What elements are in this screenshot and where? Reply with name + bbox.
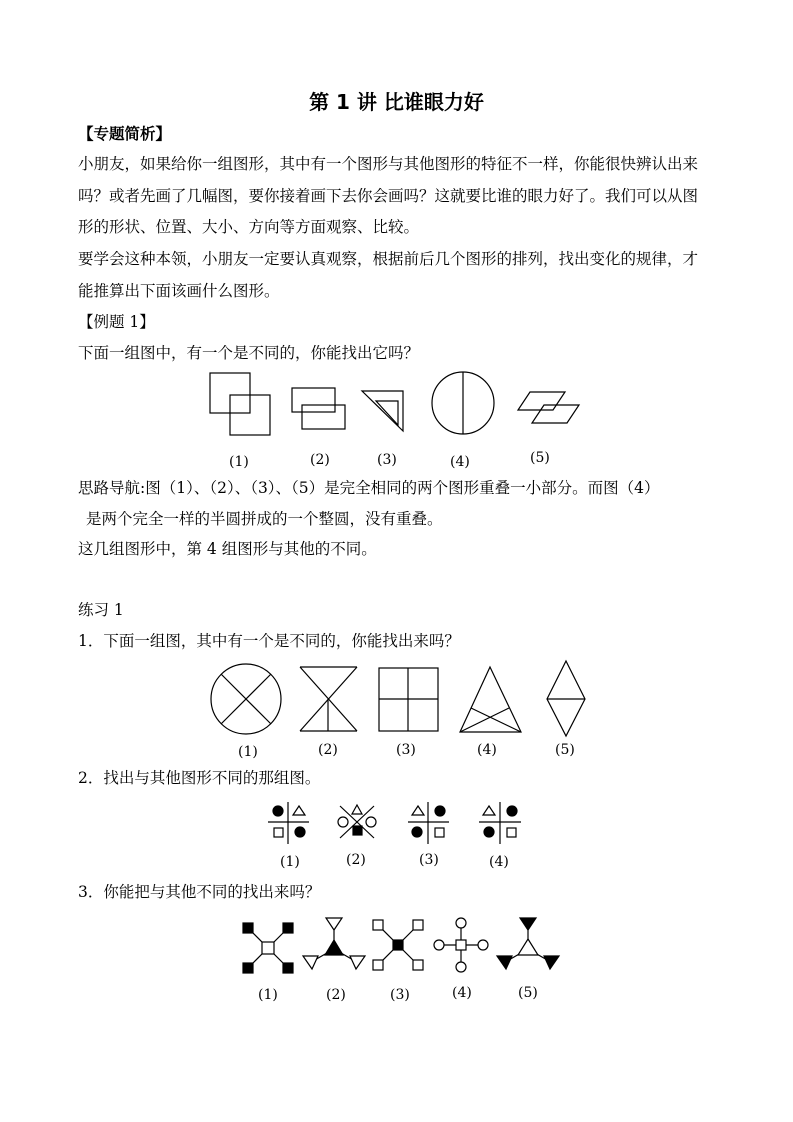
q3-fig-2 bbox=[303, 918, 365, 969]
ex1-label-3: (3) bbox=[377, 452, 397, 468]
q2-label-2: (2) bbox=[346, 852, 366, 868]
q3-label-3: (3) bbox=[390, 987, 410, 1003]
q2-fig-4 bbox=[479, 802, 521, 844]
q2-fig-1 bbox=[268, 802, 309, 844]
q1-fig-5 bbox=[547, 661, 585, 736]
q1-fig-3 bbox=[379, 668, 438, 731]
ex1-fig-5 bbox=[518, 392, 579, 423]
q3-fig-5 bbox=[497, 918, 559, 969]
q2-label-4: (4) bbox=[489, 854, 509, 870]
intro-heading: 【专题简析】 bbox=[78, 124, 172, 143]
q3-fig-1 bbox=[243, 923, 293, 973]
q1-label-5: (5) bbox=[555, 742, 575, 758]
page-title: 第 1 讲 比谁眼力好 bbox=[309, 90, 484, 114]
intro-line-1: 小朋友，如果给你一组图形，其中有一个图形与其他图形的特征不一样，你能很快辨认出来 bbox=[78, 155, 699, 173]
ex1-fig-2 bbox=[292, 388, 345, 429]
q3-fig-4 bbox=[434, 918, 488, 972]
intro-line-4: 要学会这种本领，小朋友一定要认真观察，根据前后几个图形的排列，找出变化的规律，才 bbox=[78, 250, 699, 268]
q3-fig-3 bbox=[373, 920, 423, 970]
ex1-label-5: (5) bbox=[530, 450, 550, 466]
example1-analysis-1: 思路导航:图（1）、（2）、（3）、（5）是完全相同的两个图形重叠一小部分。而图（4） bbox=[78, 479, 660, 497]
q2-label-3: (3) bbox=[419, 852, 439, 868]
intro-line-5: 能推算出下面该画什么图形。 bbox=[78, 282, 280, 300]
q3-label-2: (2) bbox=[326, 987, 346, 1003]
ex1-fig-4 bbox=[432, 372, 494, 434]
ex1-label-4: (4) bbox=[450, 454, 470, 470]
q2-fig-2 bbox=[338, 805, 376, 838]
q1-fig-4 bbox=[460, 667, 521, 732]
intro-line-3: 形的形状、位置、大小、方向等方面观察、比较。 bbox=[78, 218, 420, 236]
q1-label-1: (1) bbox=[238, 744, 258, 760]
practice-q3: 3．你能把与其他不同的找出来吗？ bbox=[78, 883, 321, 901]
q3-label-4: (4) bbox=[452, 985, 472, 1001]
practice-q1: 1．下面一组图，其中有一个是不同的，你能找出来吗？ bbox=[78, 632, 460, 650]
example1-question: 下面一组图中，有一个是不同的，你能找出它吗？ bbox=[78, 344, 420, 362]
ex1-fig-1 bbox=[210, 373, 270, 435]
q1-fig-2 bbox=[300, 667, 357, 731]
practice-q2: 2．找出与其他图形不同的那组图。 bbox=[78, 769, 321, 787]
q1-label-3: (3) bbox=[396, 742, 416, 758]
ex1-label-1: (1) bbox=[229, 454, 249, 470]
example1-heading: 【例题 1】 bbox=[78, 313, 155, 331]
q1-label-2: (2) bbox=[318, 742, 338, 758]
q1-fig-1 bbox=[211, 664, 281, 734]
q3-label-5: (5) bbox=[518, 985, 538, 1001]
example1-analysis-2: 是两个完全一样的半圆拼成的一个整圆，没有重叠。 bbox=[86, 510, 443, 528]
q1-label-4: (4) bbox=[477, 742, 497, 758]
q3-label-1: (1) bbox=[258, 987, 278, 1003]
ex1-label-2: (2) bbox=[310, 452, 330, 468]
intro-line-2: 吗？或者先画了几幅图，要你接着画下去你会画吗？这就要比谁的眼力好了。我们可以从图 bbox=[78, 187, 699, 205]
practice-heading: 练习 1 bbox=[78, 601, 124, 619]
q2-fig-3 bbox=[408, 802, 449, 844]
q2-label-1: (1) bbox=[280, 854, 300, 870]
example1-conclusion: 这几组图形中，第 4 组图形与其他的不同。 bbox=[78, 540, 377, 558]
ex1-fig-3 bbox=[362, 391, 403, 431]
